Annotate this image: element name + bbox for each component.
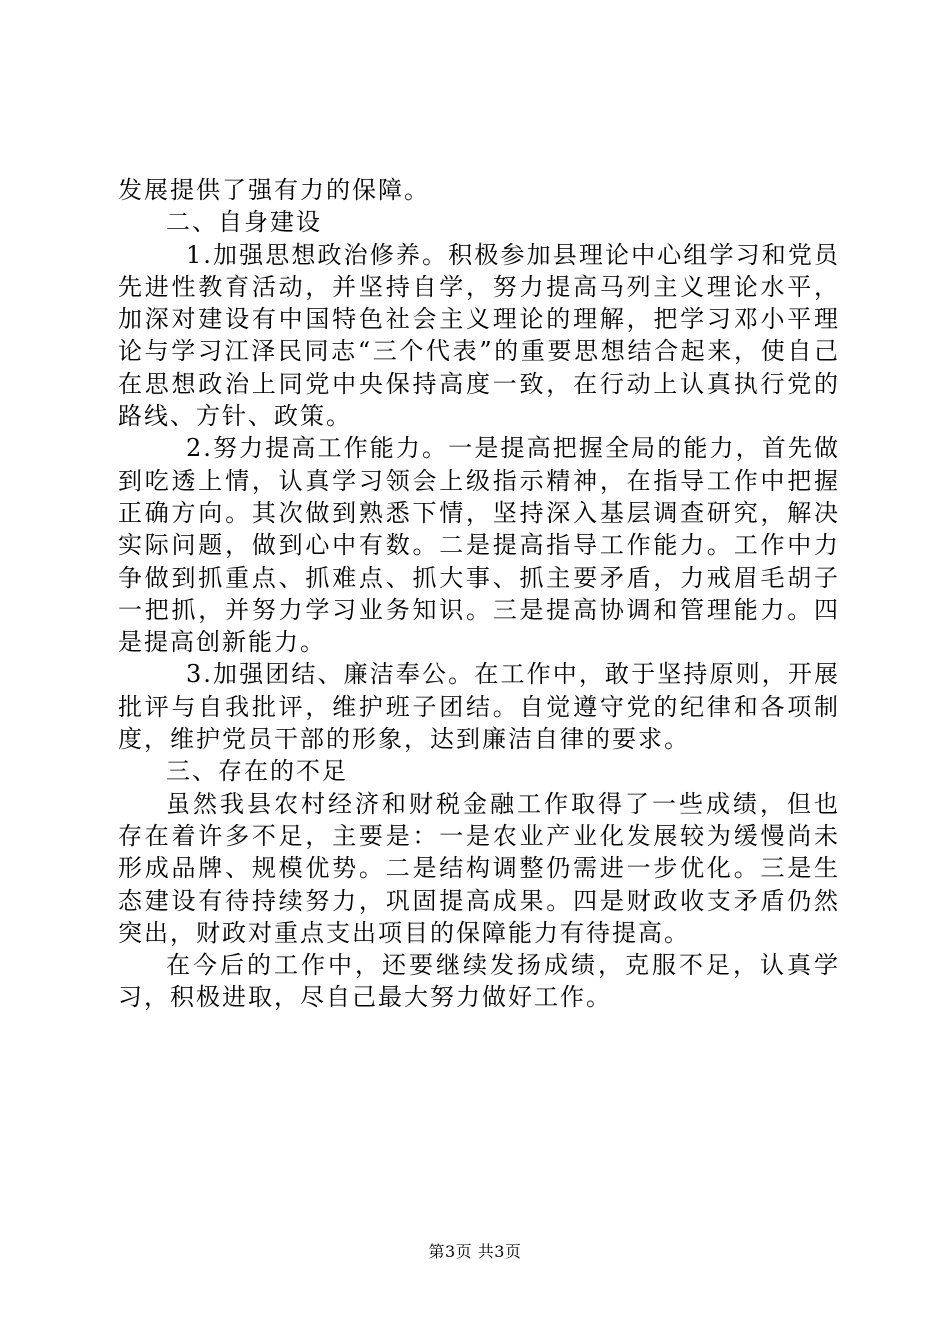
paragraph-unity-integrity: 3.加强团结、廉洁奉公。在工作中，敢于坚持原则，开展批评与自我批评，维护班子团结。自觉遵守党的纪律和各项制度，维护党员干部的形象，达到廉洁自律的要求。 [118,660,840,754]
paragraph-shortcomings: 虽然我县农村经济和财税金融工作取得了一些成绩，但也存在着许多不足，主要是：一是农业产业化发展较为缓慢尚未形成品牌、规模优势。二是结构调整仍需进一步优化。三是生态建设有待持续努力，巩固提高成果。四是财政收支矛盾仍然突出，财政对重点支出项目的保障能力有待提高。 [118,789,840,947]
document-body [118,174,840,1014]
paragraph-conclusion: 在今后的工作中，还要继续发扬成绩，克服不足，认真学习，积极进取，尽自己最大努力做好工作。 [118,951,840,1012]
section-heading-shortcomings: 三、存在的不足 [166,757,348,786]
page-footer [0,1242,950,1262]
paragraph-work-ability: 2.努力提高工作能力。一是提高把握全局的能力，首先做到吃透上情，认真学习领会上级指示精神，在指导工作中把握正确方向。其次做到熟悉下情，坚持深入基层调查研究，解决实际问题，做到心中有数。二是提高指导工作能力。工作中力争做到抓重点、抓难点、抓大事、抓主要矛盾，力戒眉毛胡子一把抓，并努力学习业务知识。三是提高协调和管理能力。四是提高创新能力。 [118,434,840,657]
paragraph-continuation: 发展提供了强有力的保障。 [118,176,430,204]
paragraph-political-cultivation: 1.加强思想政治修养。积极参加县理论中心组学习和党员先进性教育活动，并坚持自学，努力提高马列主义理论水平，加深对建设有中国特色社会主义理论的理解，把学习邓小平理论与学习江泽民同志“三个代表”的重要思想结合起来，使自己在思想政治上同党中央保持高度一致，在行动上认真执行党的路线、方针、政策。 [118,240,840,431]
page-number: 第3页 共3页 [428,1242,522,1261]
section-heading-self-building: 二、自身建设 [166,208,322,237]
